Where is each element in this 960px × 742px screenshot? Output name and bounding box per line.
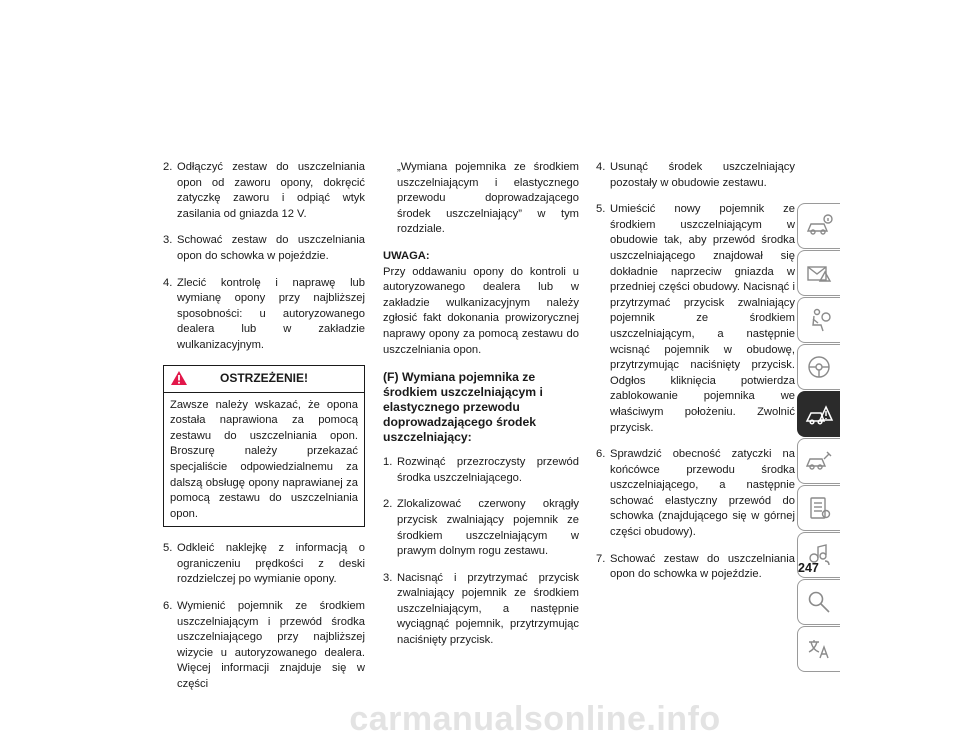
warning-body: Zawsze należy wskazać, że opona została naprawiona za pomocą zestawu do uszczelniania opon. Broszurę należy przekazać specjaliście odpowiedzialnemu za dalszą obsługę opony naprawianej za pomocą zestawu do uszczelniania opon. — [170, 398, 358, 520]
column-3 — [596, 160, 795, 594]
note-title: UWAGA: — [383, 249, 430, 262]
item-number: 3. — [163, 234, 173, 247]
item-number: 4. — [163, 276, 173, 289]
page-number: 247 — [798, 561, 819, 575]
list-item — [163, 160, 365, 222]
note-body: Przy oddawaniu opony do kontroli u autoryzowanego dealera lub w zakładzie wulkanizacyjnym należy zgłosić fakt dokonania prowizorycznej naprawy opony za pomocą zestawu do uszczelniania opon. — [383, 265, 579, 356]
item-text: Zlecić kontrolę i naprawę lub wymianę opony przy najbliższej sposobności: u autoryzowanego dealera lub w zakładzie wulkanizacyjnym. — [177, 276, 365, 351]
tab-car-info[interactable] — [797, 203, 840, 249]
section-heading: (F) Wymiana pojemnika ze środkiem uszczelniającym i elastycznego przewodu doprowadzającego środek uszczelniający: — [383, 370, 543, 445]
magnifier-icon — [804, 587, 834, 617]
item-text: Rozwinąć przezroczysty przewód środka uszczelniającego. — [397, 456, 579, 484]
item-number: 2. — [163, 161, 173, 173]
item-text: Usunąć środek uszczelniający pozostały w obudowie zestawu. — [610, 161, 795, 189]
item-number: 1. — [383, 456, 393, 469]
tab-seat-airbag[interactable] — [797, 297, 840, 343]
item-number: 5. — [163, 542, 173, 555]
list-item — [163, 599, 365, 693]
tab-index-search[interactable] — [797, 579, 840, 625]
tab-mail-warning[interactable] — [797, 250, 840, 296]
item-text: Nacisnąć i przytrzymać przycisk zwalniający pojemnik ze środkiem uszczelniającym, a następnie wyciągnąć pojemnik, przytrzymując naciśnięty przycisk. — [397, 571, 579, 647]
list-item — [383, 497, 579, 559]
car-service-icon — [804, 446, 834, 476]
list-item — [596, 447, 795, 541]
tab-car-service[interactable] — [797, 438, 840, 484]
item-text: Zlokalizować czerwony okrągły przycisk zwalniający pojemnik ze środkiem uszczelniającym w prawym dolnym rogu zestawu. — [397, 498, 579, 558]
maintenance-list-icon — [804, 493, 834, 523]
item-text: Odkleić naklejkę z informacją o ograniczeniu prędkości z deski rozdzielczej po wymianie opony. — [177, 542, 365, 586]
chapter-tabs — [797, 203, 840, 673]
item-number: 5. — [596, 203, 606, 216]
roadside-warning-icon — [804, 399, 834, 429]
item-text: Odłączyć zestaw do uszczelniania opon od zaworu opony, dokręcić zatyczkę zaworu i odpiąć wtyk zasilania od gniazda 12 V. — [177, 161, 365, 220]
list-item — [596, 160, 795, 191]
item-number: 6. — [596, 448, 606, 461]
item-number: 4. — [596, 161, 606, 173]
mail-warning-icon — [804, 258, 834, 288]
item-text: Sprawdzić obecność zatyczki na końcówce przewodu środka uszczelniającego, a następnie schować elastyczny przewód do schowka (znajdującego się w górnej części obudowy). — [610, 448, 795, 539]
list-item — [596, 202, 795, 436]
language-icon — [804, 634, 834, 664]
tab-steering-wheel[interactable] — [797, 344, 840, 390]
item-number: 2. — [383, 498, 393, 511]
list-item — [383, 455, 579, 486]
column-2 — [383, 160, 579, 660]
item-text: Schować zestaw do uszczelniania opon do schowka w pojeździe. — [177, 234, 365, 262]
tab-maintenance-list[interactable] — [797, 485, 840, 531]
continued-text: „Wymiana pojemnika ze środkiem uszczelniającym i elastycznego przewodu doprowadzającego środek uszczelniający” w tym rozdziale. — [397, 161, 579, 236]
list-item — [163, 276, 365, 354]
column-1 — [163, 160, 365, 704]
tab-language[interactable] — [797, 626, 840, 672]
list-item — [596, 552, 795, 583]
watermark: carmanualsonline.info — [349, 700, 721, 738]
list-item — [163, 541, 365, 588]
item-number: 7. — [596, 552, 606, 565]
warning-triangle-icon — [170, 370, 188, 386]
steering-wheel-icon — [804, 352, 834, 382]
item-number: 3. — [383, 571, 393, 584]
list-item — [163, 233, 365, 264]
warning-title: OSTRZEŻENIE! — [219, 370, 308, 385]
tab-roadside-warning[interactable] — [797, 391, 840, 437]
warning-box — [163, 365, 365, 528]
item-text: Umieścić nowy pojemnik ze środkiem uszczelniającym w obudowie tak, aby przewód środka uszczelniającego znajdował się dokładnie naprzeciw gniazda w przedniej części obudowy. Nacisnąć i przytrzymać przycisk zwalniający pojemnik ze środkiem uszczelniającym, a następnie wcisnąć pojemnik w obudowę, przytrzymując naciśnięty przycisk. Odgłos kliknięcia potwierdza zablokowanie pojemnika we właściwym położeniu. Zwolnić przycisk. — [610, 203, 795, 434]
item-text: Wymienić pojemnik ze środkiem uszczelniającym i przewód środka uszczelniającego przy najbliższej wizycie u autoryzowanego dealera. Więcej informacji znajduje się w części — [177, 600, 365, 691]
list-item — [383, 571, 579, 649]
warning-header — [164, 366, 364, 393]
car-info-icon — [804, 211, 834, 241]
seat-airbag-icon — [804, 305, 834, 335]
item-text: Schować zestaw do uszczelniania opon do schowka w pojeździe. — [610, 552, 795, 581]
item-number: 6. — [163, 600, 173, 613]
